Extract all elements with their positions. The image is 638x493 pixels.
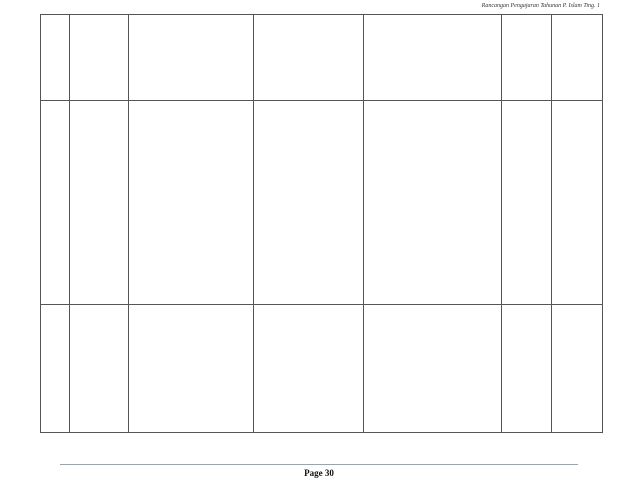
values-cell bbox=[552, 101, 603, 305]
topic-cell bbox=[70, 101, 129, 305]
learning-objectives-cell bbox=[129, 305, 253, 433]
values-cell bbox=[552, 305, 603, 433]
table-row-quran bbox=[41, 101, 603, 305]
teaching-strategy-cell bbox=[253, 305, 364, 433]
running-header: Rancangan Pengajaran Tahunan P. Islam Ting. 1 bbox=[481, 3, 600, 9]
footer-divider bbox=[60, 464, 578, 465]
performance-standard-cell bbox=[364, 305, 502, 433]
learning-objectives-cell bbox=[129, 101, 253, 305]
resources-cell bbox=[502, 101, 552, 305]
continued-outcome-cell bbox=[364, 15, 502, 101]
table-row-continuation bbox=[41, 15, 603, 101]
resources-cell bbox=[502, 305, 552, 433]
topic-cell bbox=[70, 305, 129, 433]
table-row-solat bbox=[41, 305, 603, 433]
date-cell bbox=[41, 101, 70, 305]
teaching-strategy-cell bbox=[253, 101, 364, 305]
performance-standard-cell bbox=[364, 101, 502, 305]
page-number: Page 30 bbox=[304, 468, 334, 478]
lesson-plan-table bbox=[40, 14, 603, 433]
